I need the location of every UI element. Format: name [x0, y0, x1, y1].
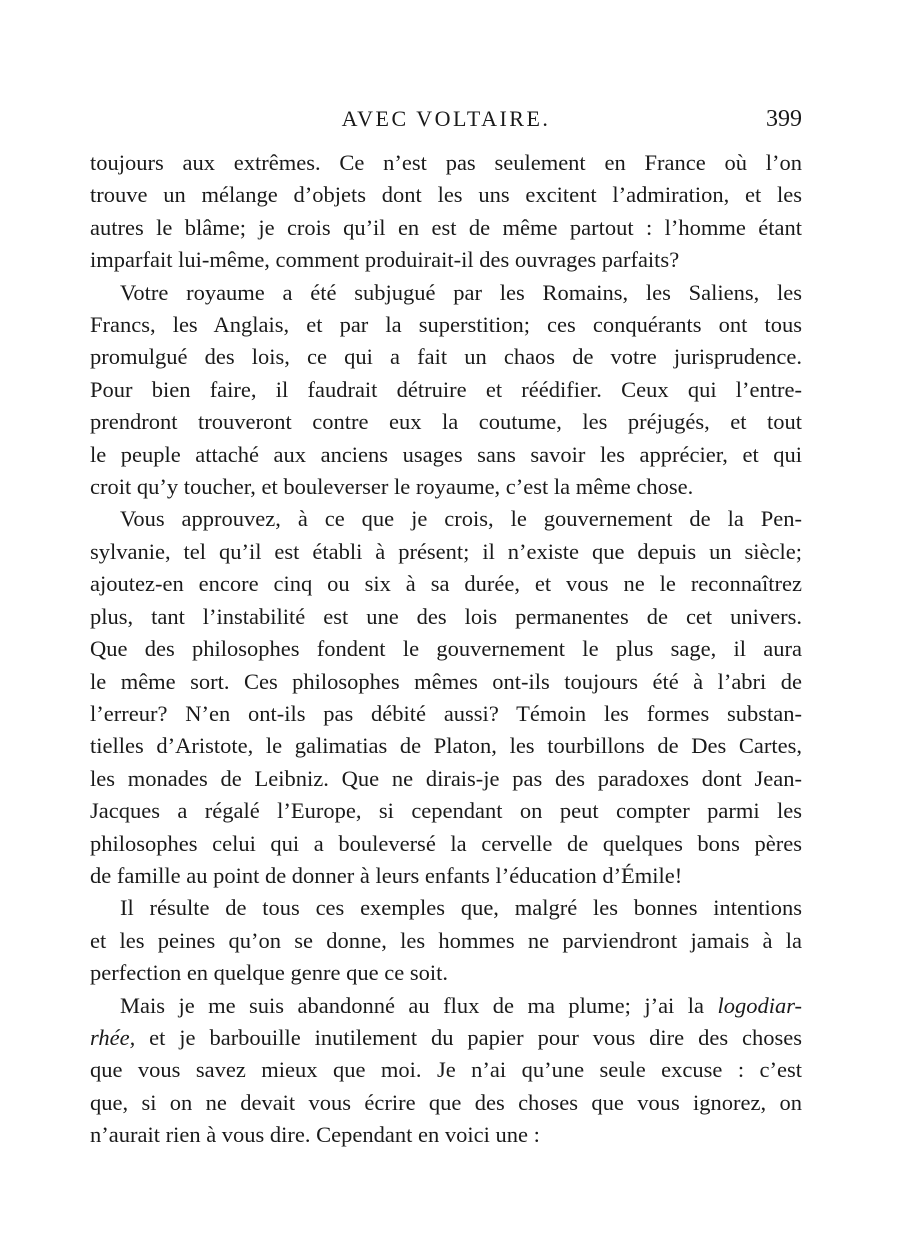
text-line: toujours aux extrêmes. Ce n’est pas seulement en France où l’on: [90, 150, 802, 175]
text-line: Pour bien faire, il faudrait détruire et réédifier. Ceux qui l’entre-: [90, 376, 802, 402]
text-line: sylvanie, tel qu’il est établi à présent; il n’existe que depuis un siècle;: [90, 538, 802, 564]
text-line: l’erreur? N’en ont-ils pas débité aussi? Témoin les formes substan-: [90, 700, 802, 726]
text-line: Vous approuvez, à ce que je crois, le gouvernement de la Pen-: [120, 506, 802, 532]
paragraph-5: [90, 990, 802, 1152]
text-line: imparfait lui-même, comment produirait-il des ouvrages parfaits?: [90, 247, 680, 273]
text-line: [90, 1022, 802, 1054]
paragraph-4: [90, 892, 802, 989]
text-line: perfection en quelque genre que ce soit.: [90, 960, 448, 986]
text-line: tielles d’Aristote, le galimatias de Platon, les tourbillons de Des Cartes,: [90, 733, 802, 759]
text-line: [90, 990, 802, 1022]
text-span: Mais je me suis abandonné au flux de ma plume; j’ai la: [120, 992, 718, 1018]
text-line: Que des philosophes fondent le gouvernement le plus sage, il aura: [90, 636, 802, 662]
paragraph-1: [90, 147, 802, 277]
text-line: n’aurait rien à vous dire. Cependant en voici une :: [90, 1122, 540, 1148]
text-line: trouve un mélange d’objets dont les uns excitent l’admiration, et les: [90, 182, 802, 208]
running-head: [90, 100, 802, 140]
italic-word: rhée,: [90, 1024, 136, 1050]
text-line: autres le blâme; je crois qu’il en est de même partout : l’homme étant: [90, 214, 802, 240]
text-line: Jacques a régalé l’Europe, si cependant on peut compter parmi les: [90, 798, 802, 824]
text-line: que vous savez mieux que moi. Je n’ai qu’une seule excuse : c’est: [90, 1057, 802, 1083]
text-line: le peuple attaché aux anciens usages sans savoir les apprécier, et qui: [90, 441, 802, 467]
text-line: Votre royaume a été subjugué par les Romains, les Saliens, les: [120, 279, 802, 305]
text-line: plus, tant l’instabilité est une des lois permanentes de cet univers.: [90, 603, 802, 629]
text-line: et les peines qu’on se donne, les hommes ne parviendront jamais à la: [90, 927, 802, 953]
text-line: que, si on ne devait vous écrire que des choses que vous ignorez, on: [90, 1089, 802, 1115]
text-line: Il résulte de tous ces exemples que, malgré les bonnes intentions: [120, 895, 802, 921]
text-span: et je barbouille inutilement du papier pour vous dire des choses: [135, 1024, 802, 1050]
text-line: ajoutez-en encore cinq ou six à sa durée, et vous ne le reconnaîtrez: [90, 571, 802, 597]
body-text: [90, 147, 802, 1152]
paragraph-2: [90, 277, 802, 504]
text-line: prendront trouveront contre eux la coutume, les préjugés, et tout: [90, 409, 802, 435]
text-line: croit qu’y toucher, et bouleverser le royaume, c’est la même chose.: [90, 474, 694, 500]
running-title: AVEC VOLTAIRE.: [341, 106, 551, 131]
italic-word: logodiar-: [717, 992, 802, 1018]
text-line: les monades de Leibniz. Que ne dirais-je pas des paradoxes dont Jean-: [90, 765, 802, 791]
text-line: le même sort. Ces philosophes mêmes ont-ils toujours été à l’abri de: [90, 668, 802, 694]
text-line: de famille au point de donner à leurs enfants l’éducation d’Émile!: [90, 862, 683, 888]
paragraph-3: [90, 503, 802, 892]
text-line: Francs, les Anglais, et par la superstition; ces conquérants ont tous: [90, 312, 802, 338]
text-line: promulgué des lois, ce qui a fait un chaos de votre jurisprudence.: [90, 344, 802, 370]
text-line: philosophes celui qui a bouleversé la cervelle de quelques bons pères: [90, 830, 802, 856]
page-number: 399: [766, 106, 802, 132]
